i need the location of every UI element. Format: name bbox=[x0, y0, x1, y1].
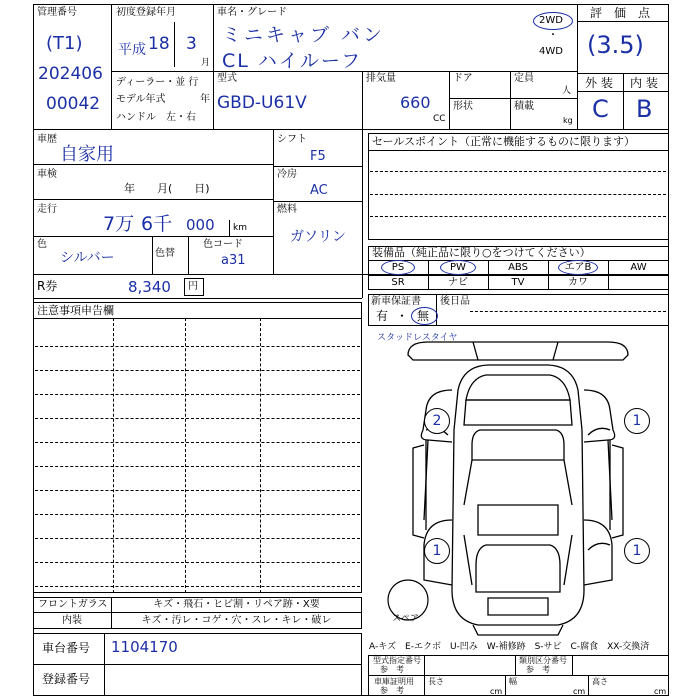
kanri-label: 管理番号 bbox=[37, 7, 77, 18]
vehicle-diagram-icon bbox=[368, 330, 669, 640]
chadai-divider bbox=[104, 633, 105, 696]
month-unit: 月 bbox=[201, 58, 211, 68]
cm-unit-2: cm bbox=[573, 687, 586, 696]
tire-rear-right: 1 bbox=[624, 538, 650, 564]
atohi-label: 後日品 bbox=[440, 296, 470, 307]
shodo-divider bbox=[174, 22, 175, 67]
keishiki-shitei-label: 型式指定番号 bbox=[373, 656, 421, 665]
equip-line-2 bbox=[368, 275, 669, 276]
warranty-dot: ・ bbox=[396, 309, 409, 323]
sales-line-2 bbox=[370, 194, 666, 195]
haba-label: 幅 bbox=[509, 677, 517, 686]
mileage-rest: 000 bbox=[186, 216, 215, 234]
glass-mid-line bbox=[33, 612, 362, 613]
sales-line-1 bbox=[370, 171, 666, 172]
rken-right-border bbox=[362, 274, 363, 298]
katashiki: GBD-U61V bbox=[217, 93, 307, 113]
info-line-2 bbox=[33, 199, 273, 200]
kanri-number-2: 00042 bbox=[46, 94, 101, 114]
fuel-label: 燃料 bbox=[277, 204, 297, 215]
gaiso-grade: C bbox=[592, 95, 609, 123]
gaiso-label: 外 装 bbox=[585, 76, 613, 90]
sanko-2: 参 考 bbox=[526, 665, 550, 674]
cooler: AC bbox=[310, 183, 328, 198]
notes-rule bbox=[35, 490, 360, 491]
interior-text: キズ・汚レ・コゲ・穴・スレ・キレ・破レ bbox=[141, 615, 332, 626]
tire-front-left: 2 bbox=[424, 408, 450, 434]
dealer-label: ディーラー・並 行 bbox=[116, 77, 199, 88]
taka-label: 高さ bbox=[592, 677, 608, 686]
notes-title: 注意事項申告欄 bbox=[37, 304, 114, 317]
warranty-no: 無 bbox=[417, 309, 430, 323]
kg-unit: kg bbox=[563, 116, 573, 125]
ref-divider-4 bbox=[505, 675, 506, 696]
header-bottom-line bbox=[33, 129, 669, 130]
notes-rule bbox=[35, 466, 360, 467]
keijo-label: 形状 bbox=[453, 101, 473, 112]
haiki-label: 排気量 bbox=[366, 73, 396, 84]
warranty-yes: 有 bbox=[376, 309, 389, 323]
shift-line-2 bbox=[273, 201, 362, 202]
equip-navi: ナビ bbox=[448, 277, 468, 288]
notes-rule bbox=[35, 418, 360, 419]
drive-4wd: 4WD bbox=[539, 46, 563, 57]
notes-col-1 bbox=[113, 318, 114, 593]
rken-label: R券 bbox=[37, 279, 58, 293]
tire-front-right: 1 bbox=[624, 408, 650, 434]
front-glass-text: キズ・飛石・ヒビ割・リペア跡・X要 bbox=[153, 599, 320, 610]
front-glass-label: フロントガラス bbox=[38, 599, 108, 610]
sales-title-line bbox=[368, 150, 669, 151]
color-code-label: 色コード bbox=[203, 239, 243, 250]
equip-aw: AW bbox=[630, 262, 647, 273]
yen-unit: 円 bbox=[188, 281, 198, 292]
ref-divider-1 bbox=[424, 655, 425, 696]
shomei-label: 車庫証明用 bbox=[374, 677, 414, 686]
shareki: 自家用 bbox=[60, 144, 114, 165]
hyoka-score: (3.5) bbox=[587, 31, 644, 59]
kanri-code: (T1) bbox=[46, 33, 83, 54]
studless-tire-note: スタッドレスタイヤ bbox=[377, 333, 458, 343]
spare-label: スペア bbox=[392, 614, 420, 624]
km-unit: km bbox=[233, 223, 247, 233]
drive-dot: ・ bbox=[548, 30, 558, 41]
reg-month: 3 bbox=[186, 34, 197, 54]
naga-label: 長さ bbox=[428, 677, 444, 686]
door-divider bbox=[510, 71, 511, 129]
model-year-label: モデル年式 bbox=[116, 94, 166, 105]
door-mid-line bbox=[449, 98, 577, 99]
katashiki-divider bbox=[362, 71, 363, 129]
handle-label: ハンドル 左・右 bbox=[116, 112, 196, 123]
color-code: a31 bbox=[221, 253, 246, 268]
door-label: ドア bbox=[453, 73, 473, 84]
equipment-title: 装備品（純正品に限り○をつけてください） bbox=[372, 246, 591, 259]
shaken-label: 車検 bbox=[37, 169, 57, 180]
ruibetsu-label: 類別区分番号 bbox=[519, 656, 567, 665]
equip-ps-circle bbox=[381, 260, 415, 275]
naiso-label: 内 装 bbox=[630, 76, 658, 90]
equip-pw: PW bbox=[450, 262, 466, 273]
header-divider-2 bbox=[213, 4, 214, 129]
color-code-divider bbox=[188, 236, 189, 274]
sales-points-title: セールスポイント（正常に機能するものに限ります） bbox=[372, 135, 636, 148]
sanko-1: 参 考 bbox=[380, 665, 404, 674]
equip-tv: TV bbox=[511, 277, 525, 288]
shift: F5 bbox=[310, 149, 326, 164]
hyoka-label: 評 価 点 bbox=[590, 6, 651, 20]
shodo-label: 初度登録年月 bbox=[116, 7, 176, 18]
color: シルバー bbox=[60, 250, 115, 266]
car-grade: CL ハイルーフ bbox=[222, 50, 362, 72]
kanri-number-1: 202406 bbox=[38, 64, 103, 84]
iro-gae-label: 色替 bbox=[155, 248, 175, 259]
car-name-label: 車名・グレード bbox=[217, 7, 287, 18]
interior-label: 内装 bbox=[62, 615, 82, 626]
shift-label: シフト bbox=[277, 134, 307, 145]
info-right-border bbox=[362, 129, 363, 274]
tire-rear-left: 1 bbox=[424, 538, 450, 564]
info-line-3 bbox=[33, 236, 273, 237]
soko-label: 走行 bbox=[37, 204, 57, 215]
year-unit: 年 bbox=[200, 94, 210, 105]
mileage-sen: 6千 bbox=[141, 213, 173, 235]
damage-legend: A-キズ E-エクボ U-凹み W-補修跡 S-サビ C-腐食 XX-交換済 bbox=[369, 642, 650, 652]
rken-value: 8,340 bbox=[128, 278, 171, 296]
notes-rule bbox=[35, 538, 360, 539]
ref-divider-2 bbox=[515, 655, 516, 675]
cm-unit-1: cm bbox=[490, 687, 503, 696]
rken-bottom-line bbox=[33, 298, 362, 299]
cm-unit-3: cm bbox=[654, 687, 667, 696]
equip-abs: ABS bbox=[508, 262, 528, 273]
reg-year: 18 bbox=[148, 34, 170, 54]
equip-ps: PS bbox=[391, 262, 405, 273]
person-unit: 人 bbox=[562, 86, 572, 96]
equip-pw-circle bbox=[440, 260, 476, 275]
notes-col-3 bbox=[260, 318, 261, 593]
equip-line-1 bbox=[368, 260, 669, 261]
header-divider-1 bbox=[111, 4, 112, 129]
shaken-text: 年 月( 日) bbox=[124, 182, 210, 195]
mileage-man: 7万 bbox=[103, 213, 135, 235]
notes-rule bbox=[35, 586, 360, 587]
chadai-label: 車台番号 bbox=[42, 641, 91, 655]
color-divider bbox=[152, 236, 153, 274]
cc-unit: CC bbox=[433, 114, 446, 124]
notes-title-line bbox=[33, 318, 362, 319]
equip-airbag-circle bbox=[558, 260, 598, 275]
chadai: 1104170 bbox=[111, 638, 178, 656]
fuel: ガソリン bbox=[290, 229, 346, 245]
grade-divider bbox=[623, 73, 624, 129]
ref-divider-3 bbox=[572, 655, 573, 675]
car-name: ミニキャブ バン bbox=[222, 24, 386, 46]
notes-rule bbox=[35, 562, 360, 563]
ref-mid-line bbox=[368, 675, 669, 676]
notes-rule bbox=[35, 370, 360, 371]
atohi-line bbox=[470, 311, 666, 312]
notes-rule bbox=[35, 514, 360, 515]
haiki: 660 bbox=[400, 93, 431, 112]
katashiki-label: 型式 bbox=[217, 73, 237, 84]
sanko-3: 参 考 bbox=[380, 686, 404, 695]
drive-2wd: 2WD bbox=[539, 15, 563, 26]
notes-rule bbox=[35, 394, 360, 395]
warranty-label: 新車保証書 bbox=[371, 296, 421, 307]
warranty-no-circle bbox=[411, 307, 438, 325]
notes-col-2 bbox=[185, 318, 186, 593]
shareki-label: 車歴 bbox=[37, 134, 57, 145]
toroku-label: 登録番号 bbox=[42, 672, 91, 686]
cooler-label: 冷房 bbox=[277, 169, 297, 180]
sales-line-3 bbox=[370, 216, 666, 217]
notes-rule bbox=[35, 442, 360, 443]
teiin-label: 定員 bbox=[514, 73, 534, 84]
equip-sr: SR bbox=[391, 277, 405, 288]
era: 平成 bbox=[118, 42, 146, 58]
color-label: 色 bbox=[37, 239, 47, 250]
shift-line-1 bbox=[273, 166, 362, 167]
hyoka-line bbox=[577, 21, 669, 22]
notes-rule bbox=[35, 346, 360, 347]
warranty-divider bbox=[436, 294, 437, 326]
haiki-divider bbox=[449, 71, 450, 129]
naiso-grade: B bbox=[636, 95, 653, 123]
chadai-mid-line bbox=[33, 664, 362, 665]
ref-divider-5 bbox=[588, 675, 589, 696]
equip-leather: カワ bbox=[568, 277, 588, 288]
sekisai-label: 積載 bbox=[514, 101, 534, 112]
equip-airbag: エアB bbox=[564, 262, 592, 273]
header-divider-3 bbox=[577, 4, 578, 129]
